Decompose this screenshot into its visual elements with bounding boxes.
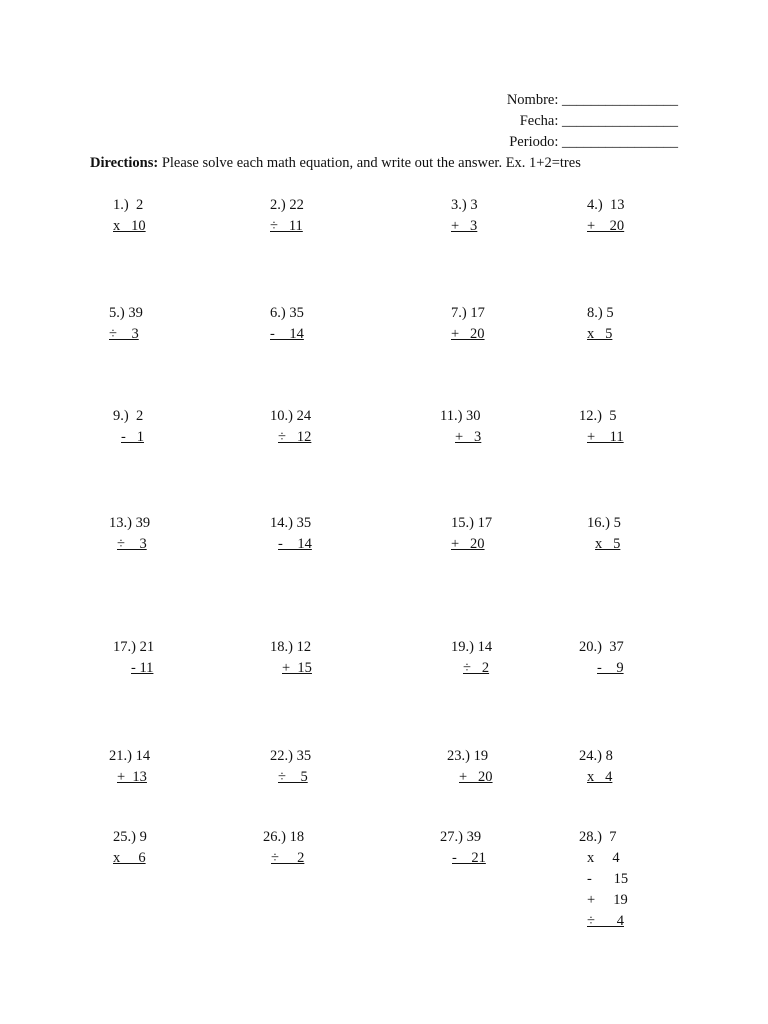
problem-operation: + 15 bbox=[282, 660, 312, 676]
problem-label: 15.) 17 bbox=[451, 515, 493, 531]
problem-4 bbox=[587, 195, 624, 237]
problem-operation: - 11 bbox=[131, 660, 154, 676]
problem-operation: + 20 bbox=[587, 218, 625, 234]
problem-operation: + 3 bbox=[451, 218, 478, 234]
problem-label: 13.) 39 bbox=[109, 515, 151, 531]
problem-9 bbox=[113, 406, 144, 448]
problem-label: 18.) 12 bbox=[270, 639, 312, 655]
problem-3 bbox=[451, 195, 478, 237]
problem-operation: ÷ 12 bbox=[278, 429, 312, 445]
problem-label: 16.) 5 bbox=[587, 515, 621, 531]
problem-operation: + 20 bbox=[459, 769, 493, 785]
problem-label: 27.) 39 bbox=[440, 829, 482, 845]
problem-label: 28.) 7 bbox=[579, 829, 617, 845]
periodo-field: Periodo: ________________ bbox=[509, 134, 678, 150]
problem-7 bbox=[451, 303, 485, 345]
problem-label: 11.) 30 bbox=[440, 408, 481, 424]
problem-label: 8.) 5 bbox=[587, 305, 614, 321]
fecha-field: Fecha: ________________ bbox=[519, 113, 678, 129]
problem-operation: x 6 bbox=[113, 850, 146, 866]
problem-label: 2.) 22 bbox=[270, 197, 304, 213]
problem-label: 12.) 5 bbox=[579, 408, 617, 424]
problem-label: 24.) 8 bbox=[579, 748, 613, 764]
problem-13 bbox=[109, 513, 150, 555]
problem-label: 10.) 24 bbox=[270, 408, 312, 424]
problem-label: 14.) 35 bbox=[270, 515, 312, 531]
problem-label: 5.) 39 bbox=[109, 305, 143, 321]
problem-label: 25.) 9 bbox=[113, 829, 147, 845]
problem-25 bbox=[113, 827, 147, 869]
problem-23 bbox=[447, 746, 493, 788]
problem-8 bbox=[587, 303, 614, 345]
problem-operation: - 9 bbox=[597, 660, 624, 676]
problem-label: 26.) 18 bbox=[263, 829, 305, 845]
problem-24 bbox=[579, 746, 613, 788]
problem-15 bbox=[451, 513, 492, 555]
nombre-field: Nombre: ________________ bbox=[506, 92, 678, 108]
problem-27 bbox=[440, 827, 486, 869]
problem-label: 6.) 35 bbox=[270, 305, 304, 321]
problem-operation: + 20 bbox=[451, 326, 485, 342]
problem-operation: ÷ 3 bbox=[117, 536, 147, 552]
problem-2 bbox=[270, 195, 304, 237]
problem-operation: + 19 bbox=[587, 892, 628, 908]
problem-operation: ÷ 4 bbox=[587, 913, 624, 929]
problem-16 bbox=[587, 513, 621, 555]
problem-28 bbox=[579, 827, 628, 932]
problem-26 bbox=[263, 827, 304, 869]
problem-operation: ÷ 11 bbox=[270, 218, 303, 234]
problem-label: 20.) 37 bbox=[579, 639, 624, 655]
problem-operation: - 15 bbox=[587, 871, 629, 887]
problem-operation: ÷ 2 bbox=[463, 660, 490, 676]
problem-12 bbox=[579, 406, 624, 448]
problem-label: 3.) 3 bbox=[451, 197, 478, 213]
problem-22 bbox=[270, 746, 311, 788]
problem-1 bbox=[113, 195, 146, 237]
problem-label: 4.) 13 bbox=[587, 197, 625, 213]
problem-label: 23.) 19 bbox=[447, 748, 489, 764]
problem-operation: x 10 bbox=[113, 218, 146, 234]
problem-operation: ÷ 2 bbox=[271, 850, 305, 866]
problem-operation: ÷ 5 bbox=[278, 769, 308, 785]
problem-operation: + 3 bbox=[455, 429, 482, 445]
problem-label: 19.) 14 bbox=[451, 639, 493, 655]
problem-operation: x 5 bbox=[587, 326, 613, 342]
problem-operation: + 20 bbox=[451, 536, 485, 552]
problem-operation: + 11 bbox=[587, 429, 624, 445]
problem-11 bbox=[440, 406, 481, 448]
problem-21 bbox=[109, 746, 150, 788]
problem-operation: x 4 bbox=[587, 850, 620, 866]
directions bbox=[90, 155, 581, 172]
problem-operation: + 13 bbox=[117, 769, 147, 785]
problem-18 bbox=[270, 637, 312, 679]
problem-6 bbox=[270, 303, 304, 345]
problem-5 bbox=[109, 303, 143, 345]
problem-17 bbox=[113, 637, 154, 679]
problem-operation: - 21 bbox=[452, 850, 486, 866]
problem-label: 9.) 2 bbox=[113, 408, 144, 424]
problem-label: 1.) 2 bbox=[113, 197, 144, 213]
problem-label: 22.) 35 bbox=[270, 748, 312, 764]
problem-label: 7.) 17 bbox=[451, 305, 485, 321]
problem-operation: x 4 bbox=[587, 769, 613, 785]
problem-operation: x 5 bbox=[595, 536, 621, 552]
problem-20 bbox=[579, 637, 624, 679]
directions-text: Please solve each math equation, and write out the answer. Ex. 1+2=tres bbox=[158, 155, 581, 171]
directions-label: Directions: bbox=[90, 155, 159, 171]
problem-operation: ÷ 3 bbox=[109, 326, 139, 342]
problem-label: 17.) 21 bbox=[113, 639, 155, 655]
problem-19 bbox=[451, 637, 492, 679]
problem-operation: - 14 bbox=[270, 326, 304, 342]
problem-operation: - 14 bbox=[278, 536, 312, 552]
problem-operation: - 1 bbox=[121, 429, 144, 445]
problem-10 bbox=[270, 406, 311, 448]
problem-label: 21.) 14 bbox=[109, 748, 151, 764]
problem-14 bbox=[270, 513, 312, 555]
